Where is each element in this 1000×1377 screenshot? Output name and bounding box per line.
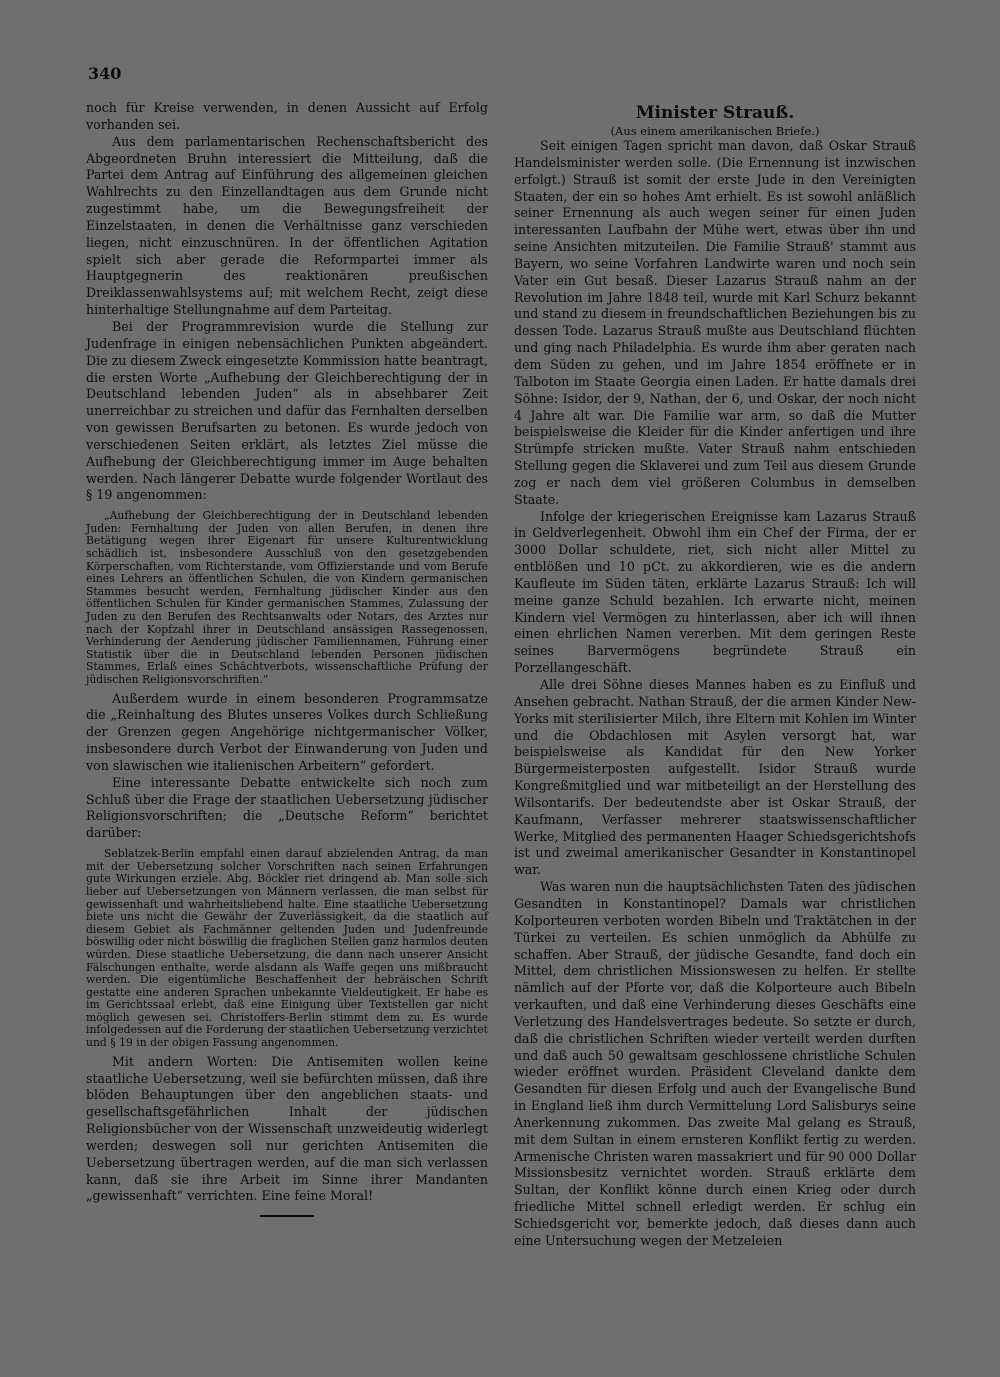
quote-text: Seblatzek-Berlin empfahl einen darauf abzielenden Antrag, da man mit der Uebersetzung solcher Vorschriften nach seinen Erfahrungen gute Wirkungen erziele. Abg. Böckler riet dringend ab. Man solle sich lieber auf Uebersetzungen von Männern verlassen, die man selbst für gewissenhaft und wahrheitsliebend halte. Eine staatliche Uebersetzung biete uns nicht die Gewähr der Zuverlässigkeit, da die staatlich auf diesem Gebiet als Fachmänner geltenden Juden und Judenfreunde böswillig oder nicht böswillig die fraglichen Stellen ganz harmlos deuten würden. Diese staatliche Uebersetzung, die dann nach unserer Ansicht Fälschungen enthalte, werde alsdann als Waffe gegen uns mißbraucht werden. Die eigentümliche Beschaffenheit der hebräischen Schrift gestatte eine anderen Sprachen unbekannte Vieldeutigkeit. Er habe es im Gerichtssaal erlebt, daß eine Einigung über Textstellen gar nicht möglich gewesen sei. Christoffers-Berlin stimmt dem zu. Es wurde infolgedessen auf die Forderung der staatlichen Uebersetzung verzichtet und § 19 in der obigen Fassung angenommen. bbox=[86, 847, 488, 1050]
paragraph: Mit andern Worten: Die Antisemiten wollen keine staatliche Uebersetzung, weil sie befürchten müssen, daß ihre blöden Behauptungen über den angeblichen staats- und gesellschaftsgefährlichen Inhalt der jüdischen Religionsbücher von der Wissenschaft unzweideutig widerlegt werden; deswegen soll nur gerichten Antisemiten die Uebersetzung übertragen werden, auf die man sich verlassen kann, daß sie ihre Arbeit im Sinne ihrer Mandanten „gewissenhaft“ verrichten. Eine feine Moral! bbox=[86, 1053, 488, 1204]
paragraph: Infolge der kriegerischen Ereignisse kam Lazarus Strauß in Geldverlegenheit. Obwohl ihm ein Chef der Firma, der er 3000 Dollar schuldete, riet, sich nicht aller Mittel zu entblößen und 10 pCt. zu akkordieren, wie es die andern Kaufleute im Süden täten, erklärte Lazarus Strauß: Ich will meine ganze Schuld bezahlen. Ich erwarte nicht, meinen Kindern viel Vermögen zu hinterlassen, aber ich will ihnen einen ehrlichen Namen vererben. Mit dem geringen Reste seines Barvermögens begründete Strauß ein Porzellangeschäft. bbox=[514, 508, 916, 676]
paragraph: Aus dem parlamentarischen Rechenschaftsbericht des Abgeordneten Bruhn interessiert die Mitteilung, daß die Partei dem Antrag auf Einführung des allgemeinen gleichen Wahlrechts zu den Einzellandtagen aus dem Grunde nicht zugestimmt habe, um die Bewegungsfreiheit der Einzelstaaten, in denen die Verhältnisse ganz verschieden liegen, nicht einzuschnüren. In der öffentlichen Agitation spielt sich aber gerade die Reformpartei immer als Hauptgegnerin des reaktionären preußischen Dreiklassenwahlsystems auf; mit welchem Recht, zeigt diese hinterhaltige Stellungnahme auf dem Parteitag. bbox=[86, 133, 488, 318]
paragraph: noch für Kreise verwenden, in denen Aussicht auf Erfolg vorhanden sei. bbox=[86, 100, 488, 132]
article-subtitle: (Aus einem amerikanischen Briefe.) bbox=[610, 124, 820, 138]
paragraph: Bei der Programmrevision wurde die Stellung zur Judenfrage in einigen nebensächlichen Punkten abgeändert. Die zu diesem Zweck eingesetzte Kommission hatte beantragt, die ersten Worte „Aufhebung der Gleichberechtigung der in Deutschland lebenden Juden“ als in absehbarer Zeit unerreichbar zu streichen und dafür das Fernhalten derselben von gewissen Berufsarten zu betonen. Es wurde jedoch von verschiedenen Seiten erklärt, als letztes Ziel müsse die Aufhebung der Gleichberechtigung immer im Auge behalten werden. Nach längerer Debatte wurde folgender Wortlaut des § 19 angenommen: bbox=[86, 318, 488, 503]
block-quote bbox=[86, 510, 488, 686]
paragraph: Außerdem wurde in einem besonderen Programmsatze die „Reinhaltung des Blutes unseres Volkes durch Schließung der Grenzen gegen Angehörige nichtgermanischer Völker, insbesondere durch Verbot der Einwanderung von Juden und von slawischen wie italienischen Arbeitern“ gefordert. bbox=[86, 690, 488, 773]
paragraph: Seit einigen Tagen spricht man davon, daß Oskar Strauß Handelsminister werden solle. (Die Ernennung ist inzwischen erfolgt.) Strauß ist somit der erste Jude in den Vereinigten Staaten, der ein so hohes Amt erhielt. Es ist sowohl anläßlich seiner Ernennung als auch wegen seiner für einen Juden interessanten Laufbahn der Mühe wert, etwas über ihn und seine Ansichten mitzuteilen. Die Familie Strauß' stammt aus Bayern, wo seine Vorfahren Landwirte waren und noch sein Vater ein Gut besaß. Dieser Lazarus Strauß nahm an der Revolution im Jahre 1848 teil, wurde mit Karl Schurz bekannt und stand zu diesem in freundschaftlichen Beziehungen bis zu dessen Tode. Lazarus Strauß mußte aus Deutschland flüchten und ging nach Philadelphia. Es wurde ihm aber geraten nach dem Süden zu gehen, und im Jahre 1854 eröffnete er in Talboton im Staate Georgia einen Laden. Er hatte damals drei Söhne: Isidor, der 9, Nathan, der 6, und Oskar, der noch nicht 4 Jahre alt war. Die Familie war arm, so daß die Mutter beispielsweise die Kleider für die Kinder anfertigen und ihre Strümpfe stricken mußte. Vater Strauß nahm entschieden Stellung gegen die Sklaverei und zum Teil aus diesem Grunde zog er nach dem viel größeren Columbus in demselben Staate. bbox=[514, 138, 916, 507]
paragraph: Alle drei Söhne dieses Mannes haben es zu Einfluß und Ansehen gebracht. Nathan Strauß, der die armen Kinder New-Yorks mit sterilisierter Milch, ihre Eltern mit Kohlen im Winter und die Obdachlosen mit Asylen versorgt hat, war beispielsweise als Kandidat für den New Yorker Bürgermeisterposten aufgestellt. Isidor Strauß wurde Kongreßmitglied und war mitbeteiligt an der Herstellung des Wilsontarifs. Der bedeutendste aber ist Oskar Strauß, der Kaufmann, Verfasser mehrerer staatswissenschaftlicher Werke, Mitglied des permanenten Haager Schiedsgerichtshofs ist und zweimal amerikanischer Gesandter in Konstantinopel war. bbox=[514, 677, 916, 878]
right-column bbox=[514, 102, 916, 1250]
page-number: 340 bbox=[88, 64, 122, 83]
left-column bbox=[86, 100, 488, 1217]
article-title: Minister Strauß. bbox=[635, 103, 795, 123]
paragraph: Eine interessante Debatte entwickelte sich noch zum Schluß über die Frage der staatlichen Uebersetzung jüdischer Religionsvorschriften; die „Deutsche Reform“ berichtet darüber: bbox=[86, 774, 488, 841]
end-rule bbox=[260, 1215, 314, 1217]
paragraph: Was waren nun die hauptsächlichsten Taten des jüdischen Gesandten in Konstantinopel? Damals war christlichen Kolporteuren verboten worden Bibeln und Traktätchen in der Türkei zu verteilen. Es schien unmöglich da Abhülfe zu schaffen. Aber Strauß, der jüdische Gesandte, fand doch ein Mittel, dem christlichen Missionswesen zu helfen. Er stellte nämlich auf der Pforte vor, daß die Kolporteure auch Bibeln verkauften, und daß eine Verhinderung dieses Geschäfts eine Verletzung des Handelsvertrages bedeute. So setzte er durch, daß die christlichen Schriften wieder verteilt werden durften und daß auch 50 gewaltsam geschlossene christliche Schulen wieder eröffnet wurden. Präsident Cleveland dankte dem Gesandten für diesen Erfolg und auch der Evangelische Bund in England ließ ihm durch Vermittelung Lord Salisburys seine Anerkennung zukommen. Das zweite Mal gelang es Strauß, mit dem Sultan in einem ernsteren Konflikt fertig zu werden. Armenische Christen waren massakriert und für 90 000 Dollar Missionsbesitz vernichtet worden. Strauß erklärte dem Sultan, der Konflikt könne durch einen Krieg oder durch friedliche Mittel schnell erledigt werden. Er schlug ein Schiedsgericht vor, bemerkte jedoch, daß dieses dann auch eine Untersuchung wegen der Metzeleien bbox=[514, 879, 916, 1248]
block-quote bbox=[86, 848, 488, 1050]
quote-text: „Aufhebung der Gleichberechtigung der in Deutschland lebenden Juden: Fernhaltung der Juden von allen Berufen, in denen ihre Betätigung wegen ihrer Eigenart für unsere Kulturentwicklung schädlich ist, insbesondere Ausschluß von den gesetzgebenden Körperschaften, vom Richterstande, vom Offizierstande und vom Berufe eines Lehrers an öffentlichen Schulen, die von Kindern germanischen Stammes besucht werden, Fernhaltung jüdischer Kinder aus den öffentlichen Schulen für Kinder germanischen Stammes, Zulassung der Juden zu den Berufen des Rechtsanwalts oder Notars, des Arztes nur nach der Kopfzahl ihrer in Deutschland ansässigen Rassegenossen, Verhinderung der Aenderung jüdischer Familiennamen, Führung einer Statistik über die in Deutschland lebenden Personen jüdischen Stammes, Erlaß eines Schächtverbots, wissenschaftliche Prüfung der jüdischen Religionsvorschriften.“ bbox=[86, 509, 488, 686]
